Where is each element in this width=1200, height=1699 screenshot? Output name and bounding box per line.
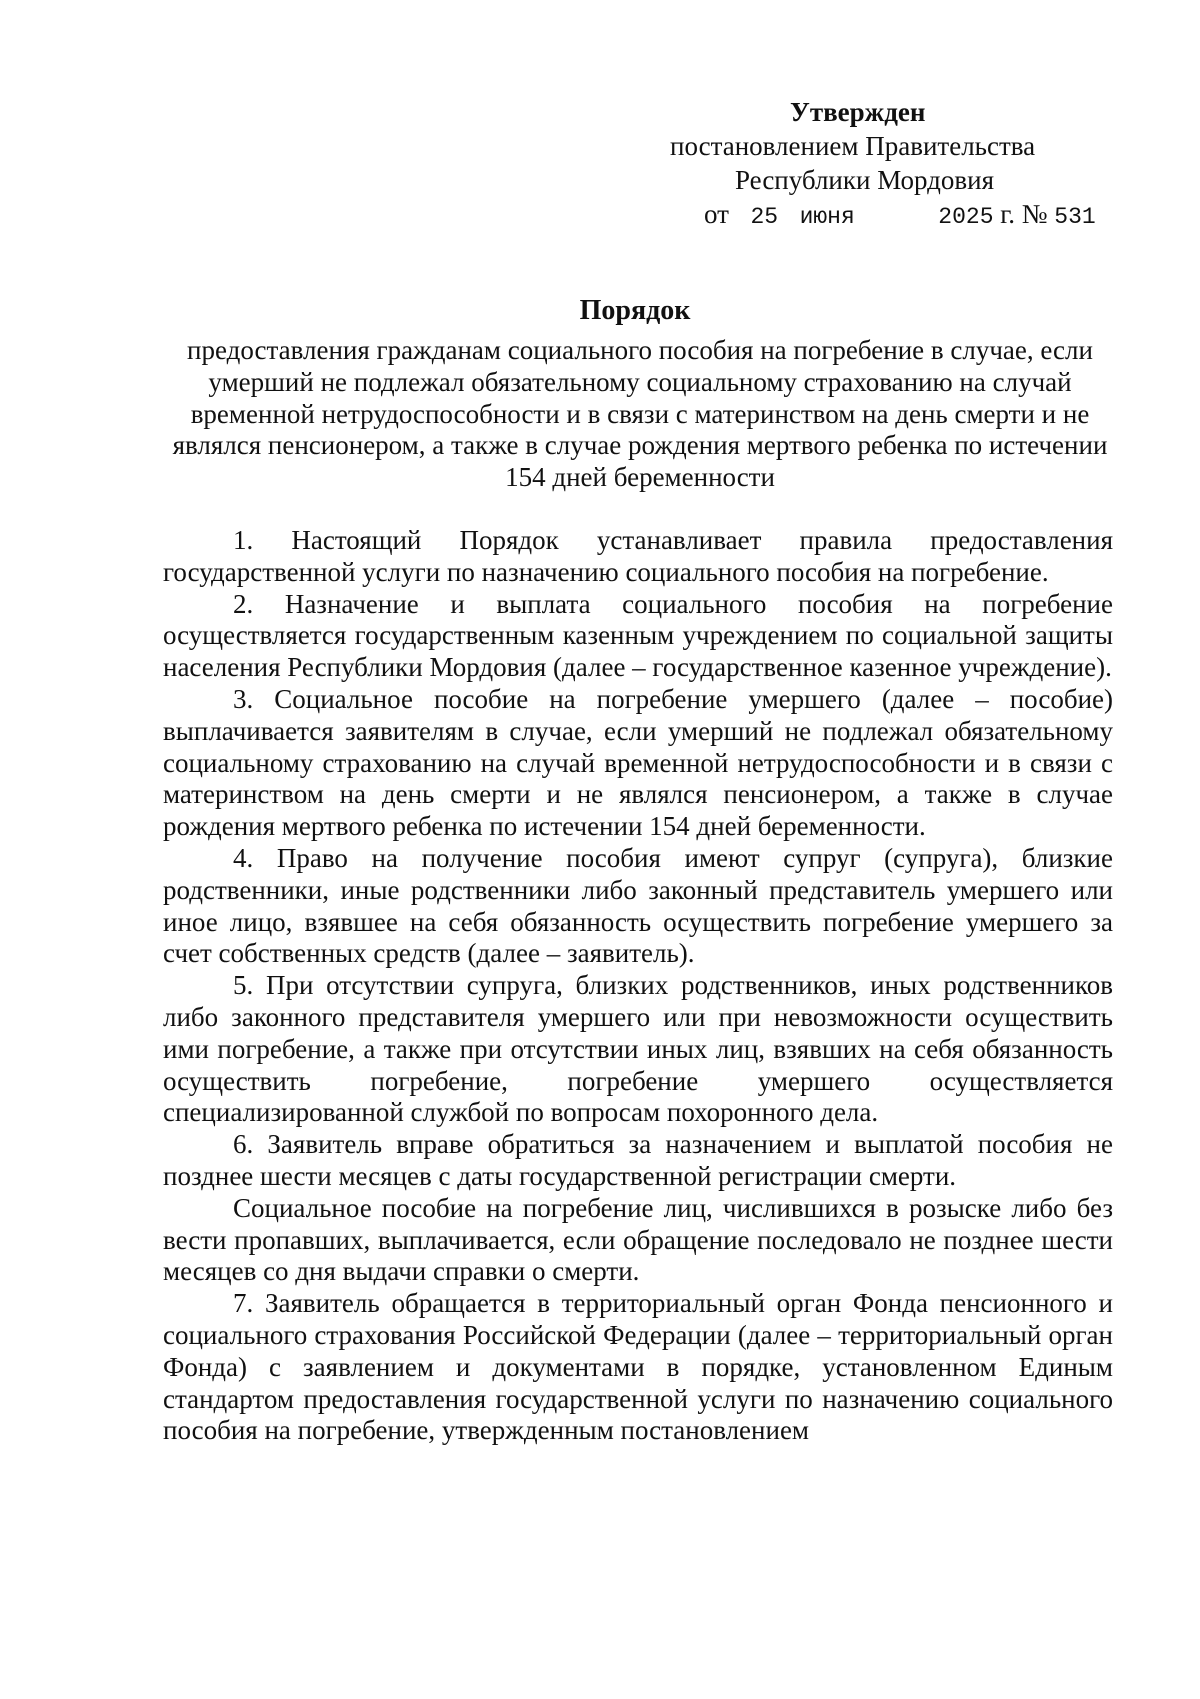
document-title: Порядок [579, 295, 691, 326]
approval-title: Утвержден [790, 97, 926, 127]
approval-suffix: г. № [1000, 199, 1048, 229]
approval-line-2: Республики Мордовия [735, 165, 995, 195]
approval-year: 2025 [938, 204, 994, 230]
approval-number: 531 [1054, 204, 1096, 230]
paragraph-3: 3. Социальное пособие на погребение умершего (далее – пособие) выплачивается заявителям в случае, если умерший не подлежал обязательному социальному страхованию на случай временной нетрудоспособности и в связи с материнством на день смерти и не являлся пенсионером, а также в случае рождения мертвого ребенка по истечении 154 дней беременности. [163, 683, 1113, 842]
paragraph-6: 6. Заявитель вправе обратиться за назначением и выплатой пособия не позднее шести месяцев с даты государственной регистрации смерти. [163, 1129, 1113, 1191]
document-subtitle: предоставления гражданам социального пособия на погребение в случае, если умерший не подлежал обязательному социальному страхованию на случай временной нетрудоспособности и в связи с материнством на день смерти и не являлся пенсионером, а также в случае рождения мертвого ребенка по истечении 154 дней беременности [172, 335, 1108, 493]
paragraph-2: 2. Назначение и выплата социального пособия на погребение осуществляется государственным казенным учреждением по социальной защиты населения Республики Мордовия (далее – государственное казенное учреждение). [163, 588, 1113, 683]
paragraph-5: 5. При отсутствии супруга, близких родственников, иных родственников либо законного представителя умершего или при невозможности осуществить ими погребение, а также при отсутствии иных лиц, взявших на себя обязанность осуществить погребение, погребение умершего осуществляется специализированной службой по вопросам похоронного дела. [163, 970, 1113, 1128]
paragraph-4: 4. Право на получение пособия имеют супруг (супруга), близкие родственники, иные родственники либо законный представитель умершего или иное лицо, взявшее на себя обязанность осуществить погребение умершего за счет собственных средств (далее – заявитель). [163, 842, 1113, 969]
document-body [163, 525, 1113, 1447]
approval-date-prefix: от [704, 199, 729, 229]
paragraph-7: 7. Заявитель обращается в территориальный орган Фонда пенсионного и социального страхования Российской Федерации (далее – территориальный орган Фонда) с заявлением и документами в порядке, установленном Единым стандартом предоставления государственной услуги по назначению социального пособия на погребение, утвержденным постановлением [163, 1288, 1113, 1446]
approval-line-1: постановлением Правительства [670, 131, 1036, 161]
paragraph-1: 1. Настоящий Порядок устанавливает правила предоставления государственной услуги по назначению социального пособия на погребение. [163, 525, 1113, 587]
approval-day: 25 [750, 204, 779, 230]
approval-date-line [704, 198, 1096, 233]
paragraph-6-continuation: Социальное пособие на погребение лиц, числившихся в розыске либо без вести пропавших, выплачивается, если обращение последовало не позднее шести месяцев со дня выдачи справки о смерти. [163, 1192, 1113, 1287]
approval-month: июня [799, 204, 855, 230]
